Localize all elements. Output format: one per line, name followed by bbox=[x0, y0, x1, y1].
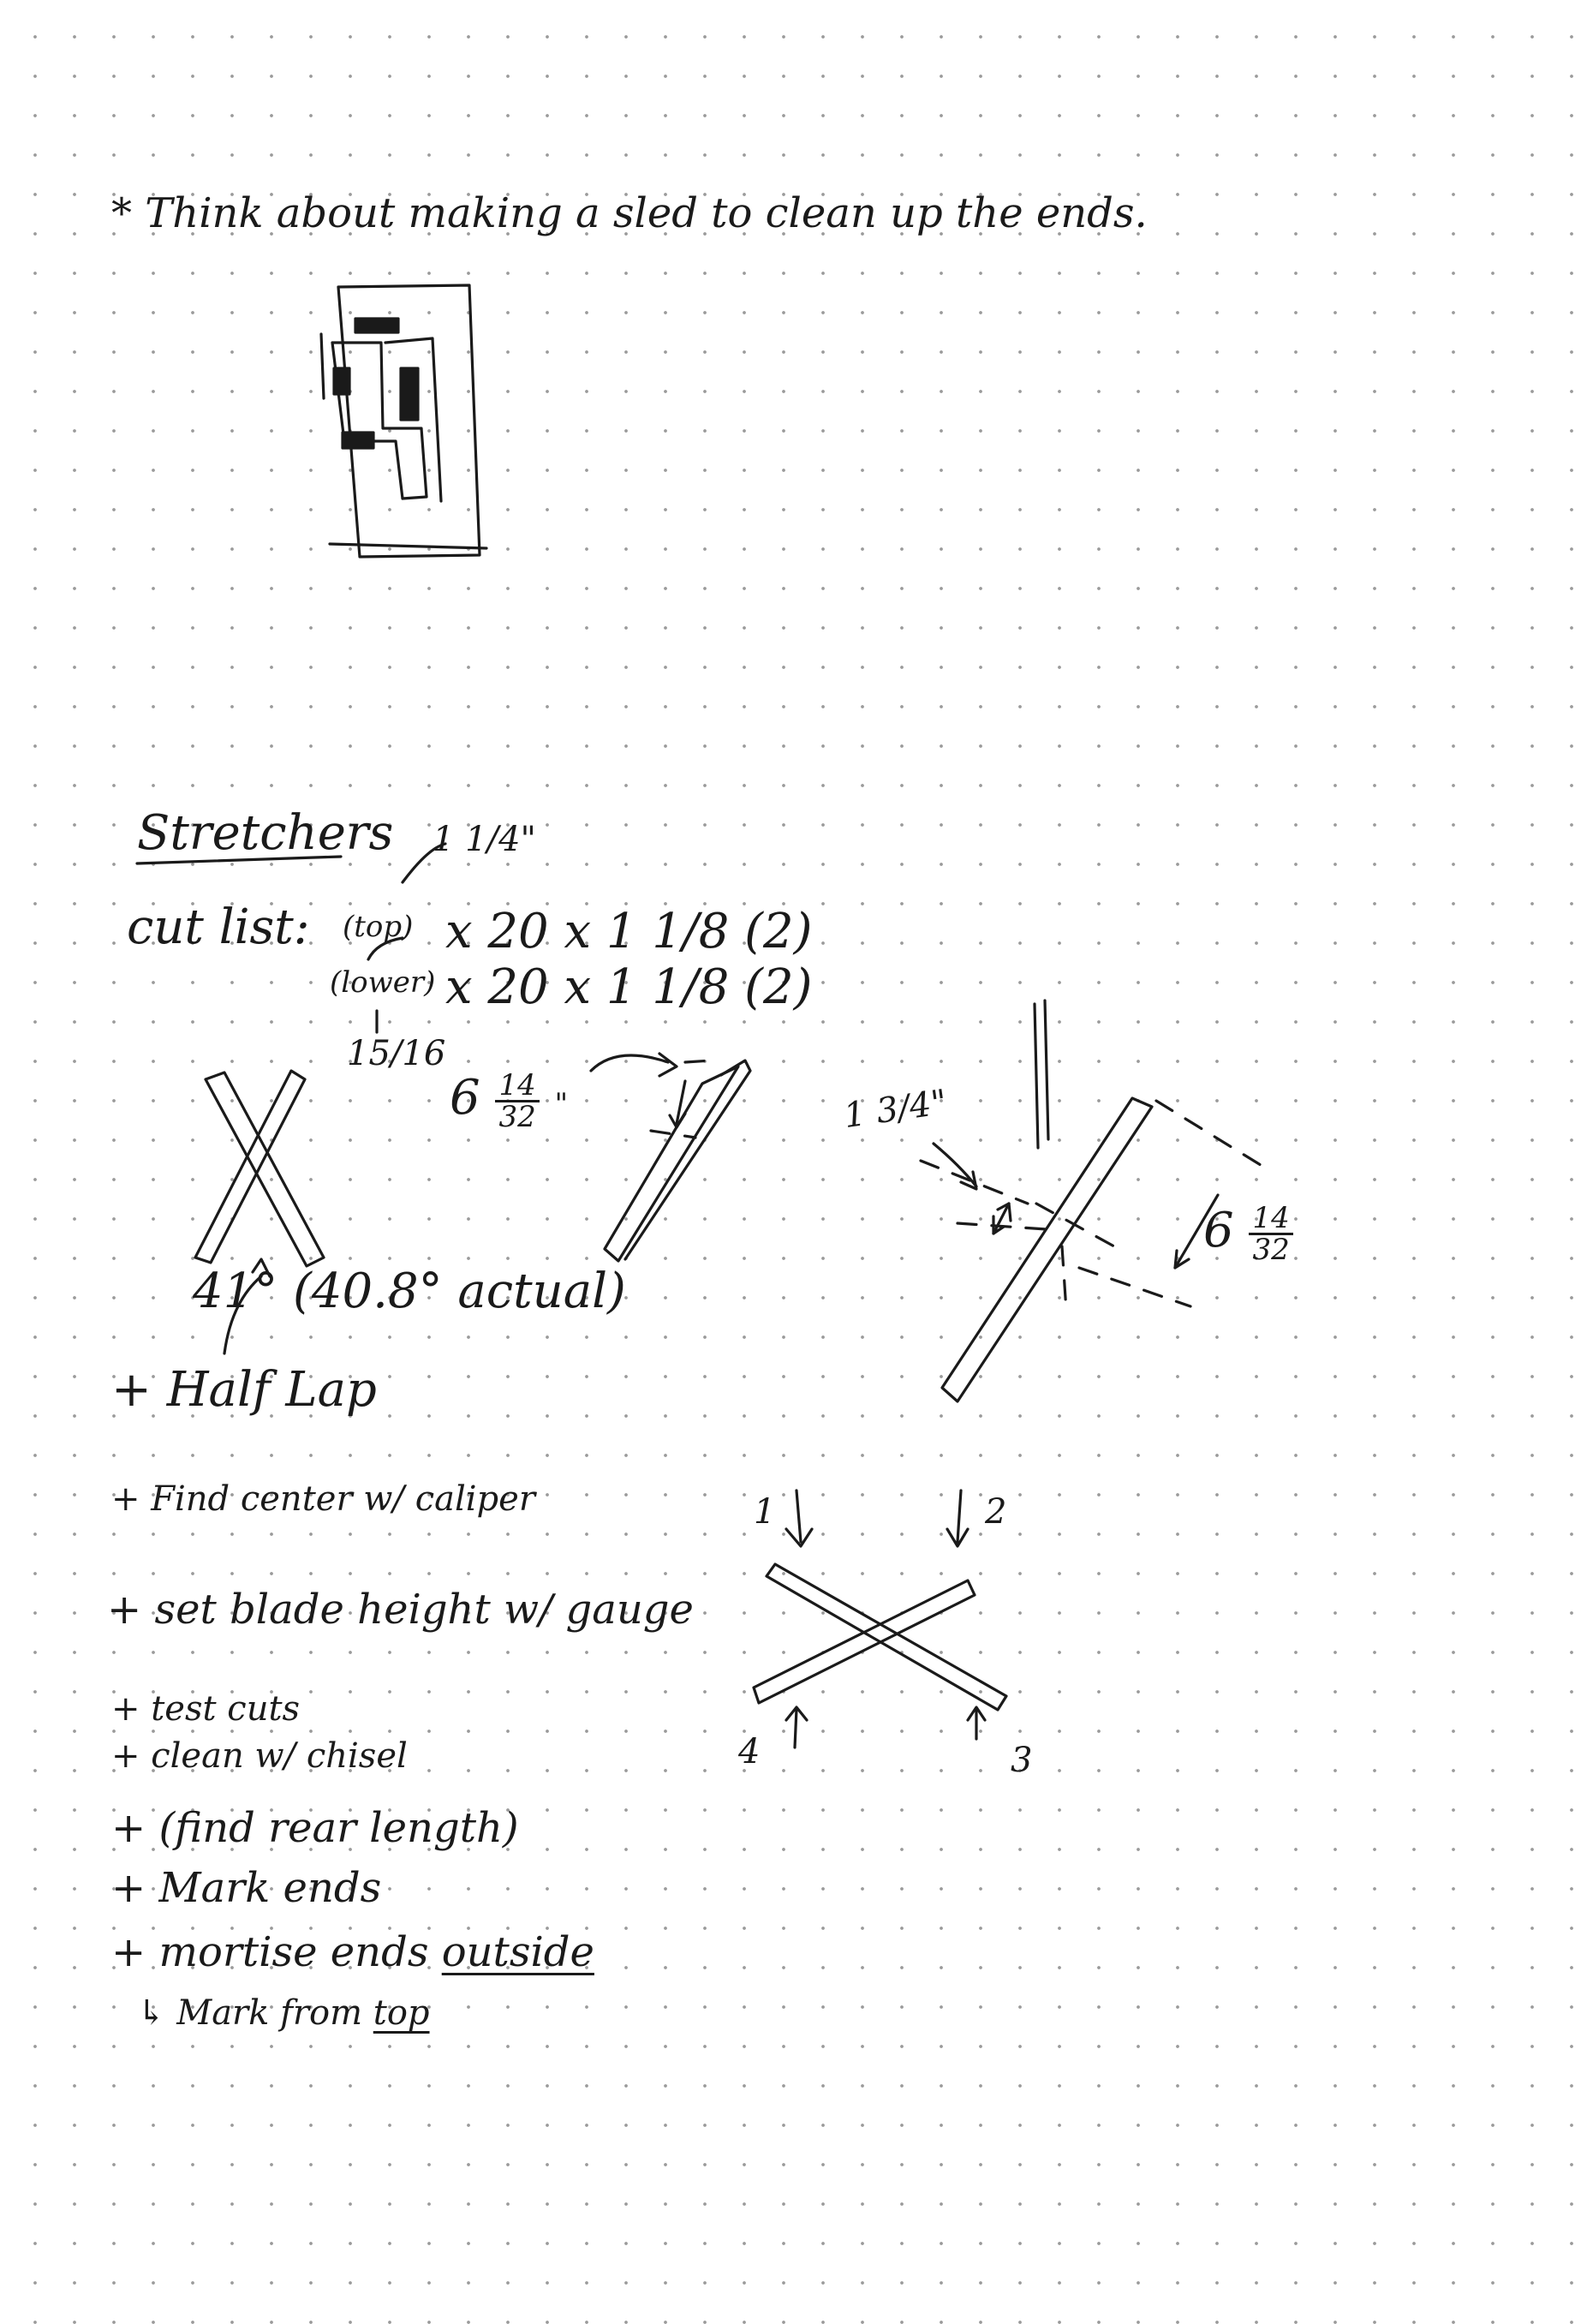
sled-note: * Think about making a sled to clean up the ends. bbox=[111, 189, 1148, 237]
offset-denominator: 32 bbox=[498, 1100, 536, 1134]
cut-top-dims: x 20 x 1 1/8 (2) bbox=[445, 904, 813, 959]
sled-sketch bbox=[321, 285, 486, 557]
step-mark-from bbox=[137, 1993, 430, 2033]
step-blade-height: + set blade height w/ gauge bbox=[107, 1586, 694, 1634]
corner-order-sketch bbox=[754, 1491, 1006, 1747]
step-mortise-text: + mortise ends bbox=[111, 1928, 429, 1976]
section-heading: Stretchers bbox=[137, 805, 394, 861]
offset-whole: 6 bbox=[450, 1070, 480, 1126]
angle-note: 41° (40.8° actual) bbox=[193, 1264, 626, 1319]
cut-top-tag: (top) bbox=[343, 910, 414, 944]
step-mortise-ends bbox=[111, 1928, 594, 1976]
step-test-cuts: + test cuts bbox=[111, 1689, 301, 1729]
offset-right-whole: 6 bbox=[1203, 1203, 1234, 1258]
corner-label-1: 1 bbox=[754, 1492, 776, 1532]
mark-emphasis: top bbox=[373, 1993, 430, 2033]
offset-numerator: 14 bbox=[495, 1071, 539, 1102]
offset-unit: " bbox=[554, 1087, 569, 1121]
corner-label-4: 4 bbox=[738, 1732, 761, 1771]
width-dimension: 1 1/4" bbox=[433, 820, 536, 859]
step-clean-chisel: + clean w/ chisel bbox=[111, 1736, 408, 1776]
lower-width-dimension: 15/16 bbox=[347, 1034, 446, 1073]
step-find-center: + Find center w/ caliper bbox=[111, 1479, 535, 1519]
offset-dimension-right bbox=[1203, 1201, 1293, 1267]
step-rear-length: + (find rear length) bbox=[111, 1804, 519, 1852]
step-mark-ends: + Mark ends bbox=[111, 1864, 382, 1912]
offset-dimension bbox=[450, 1068, 569, 1134]
offset-right-numerator: 14 bbox=[1249, 1204, 1292, 1235]
offset-right-fraction bbox=[1249, 1201, 1292, 1267]
offset-fraction bbox=[495, 1068, 539, 1134]
side-dimension: 1 3/4" bbox=[841, 1082, 950, 1137]
offset-right-denominator: 32 bbox=[1252, 1233, 1290, 1267]
mortise-emphasis: outside bbox=[441, 1928, 594, 1976]
cut-lower-tag: (lower) bbox=[330, 965, 436, 1000]
angled-stretcher-sketch bbox=[591, 1054, 750, 1261]
step-half-lap: + Half Lap bbox=[111, 1362, 377, 1418]
cut-list-label: cut list: bbox=[127, 899, 310, 955]
corner-label-2: 2 bbox=[985, 1492, 1007, 1532]
cut-lower-dims: x 20 x 1 1/8 (2) bbox=[445, 959, 813, 1015]
corner-label-3: 3 bbox=[1011, 1741, 1033, 1780]
step-mark-from-text: ↳ Mark from bbox=[137, 1993, 363, 2033]
half-lap-layout-sketch bbox=[921, 1001, 1268, 1401]
